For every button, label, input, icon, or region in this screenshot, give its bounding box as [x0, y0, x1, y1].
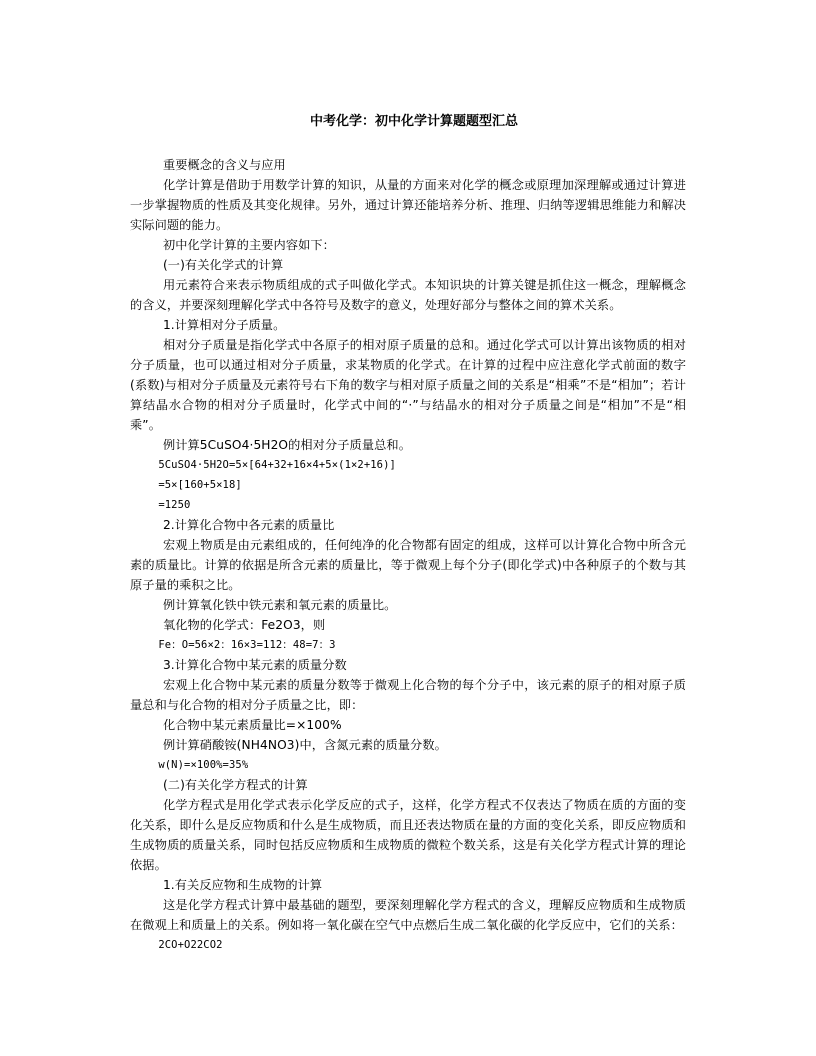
subsection-heading: 3.计算化合物中某元素的质量分数	[162, 658, 347, 672]
section-heading: (一)有关化学式的计算	[162, 258, 284, 272]
subsection-heading: 2.计算化合物中各元素的质量比	[162, 518, 335, 532]
paragraph: 用元素符合来表示物质组成的式子叫做化学式。本知识块的计算关键是抓住这一概念，理解概念的含义，并要深刻理解化学式中各符号及数字的意义，处理好部分与整体之间的算术关系。	[130, 278, 686, 312]
paragraph: 这是化学方程式计算中最基础的题型，要深刻理解化学方程式的含义，理解反应物质和生成物质在微观上和质量上的关系。例如将一氧化碳在空气中点燃后生成二氧化碳的化学反应中，它们的关系：	[130, 898, 686, 932]
formula-line: 5CuSO4·5H2O=5×[64+32+16×4+5×(1×2+16)]	[158, 459, 396, 471]
formula-line: =1250	[158, 499, 191, 511]
paragraph: 化学方程式是用化学式表示化学反应的式子，这样，化学方程式不仅表达了物质在质的方面的变化关系，即什么是反应物质和什么是生成物质，而且还表达物质在量的方面的变化关系，即反应物质和生成物质的质量关系，同时包括反应物质和生成物质的微粒个数关系，这是有关化学方程式计算的理论依据。	[130, 798, 686, 872]
paragraph: 初中化学计算的主要内容如下：	[162, 238, 335, 252]
paragraph: 宏观上物质是由元素组成的，任何纯净的化合物都有固定的组成，这样可以计算化合物中所含元素的质量比。计算的依据是所含元素的质量比，等于微观上每个分子(即化学式)中各种原子的个数与其原子量的乘积之比。	[130, 538, 686, 592]
subsection-heading: 1.计算相对分子质量。	[162, 318, 286, 332]
paragraph: 化学计算是借助于用数学计算的知识，从量的方面来对化学的概念或原理加深理解或通过计算进一步掌握物质的性质及其变化规律。另外，通过计算还能培养分析、推理、归纳等逻辑思维能力和解决实际问题的能力。	[130, 178, 686, 232]
subsection-heading: 1.有关反应物和生成物的计算	[162, 878, 323, 892]
paragraph: 相对分子质量是指化学式中各原子的相对原子质量的总和。通过化学式可以计算出该物质的相对分子质量，也可以通过相对分子质量，求某物质的化学式。在计算的过程中应注意化学式前面的数字(系数)与相对分子质量及元素符号右下角的数字与相对原子质量之间的关系是“相乘”不是“相加”；若计算结晶水合物的相对分子质量时，化学式中间的“·”与结晶水的相对分子质量之间是“相加”不是“相乘”。	[130, 338, 686, 432]
page-title: 中考化学：初中化学计算题题型汇总	[309, 114, 518, 129]
paragraph: 宏观上化合物中某元素的质量分数等于微观上化合物的每个分子中，该元素的原子的相对原子质量总和与化合物的相对分子质量之比，即：	[130, 678, 686, 712]
formula-line: 化合物中某元素质量比=×100%	[162, 718, 342, 732]
formula-line: 2CO+O22CO2	[158, 939, 223, 951]
formula-line: w(N)=×100%=35%	[158, 759, 249, 771]
example-line: 氧化物的化学式：Fe2O3，则	[162, 618, 326, 632]
section-heading: (二)有关化学方程式的计算	[162, 778, 308, 792]
paragraph: 重要概念的含义与应用	[162, 158, 286, 172]
formula-line: =5×[160+5×18]	[158, 479, 242, 491]
formula-line: Fe：O=56×2：16×3=112：48=7：3	[158, 639, 336, 651]
example-line: 例计算硝酸铵(NH4NO3)中，含氮元素的质量分数。	[162, 738, 447, 752]
example-line: 例计算5CuSO4·5H2O的相对分子质量总和。	[162, 438, 411, 452]
example-line: 例计算氧化铁中铁元素和氧元素的质量比。	[162, 598, 397, 612]
